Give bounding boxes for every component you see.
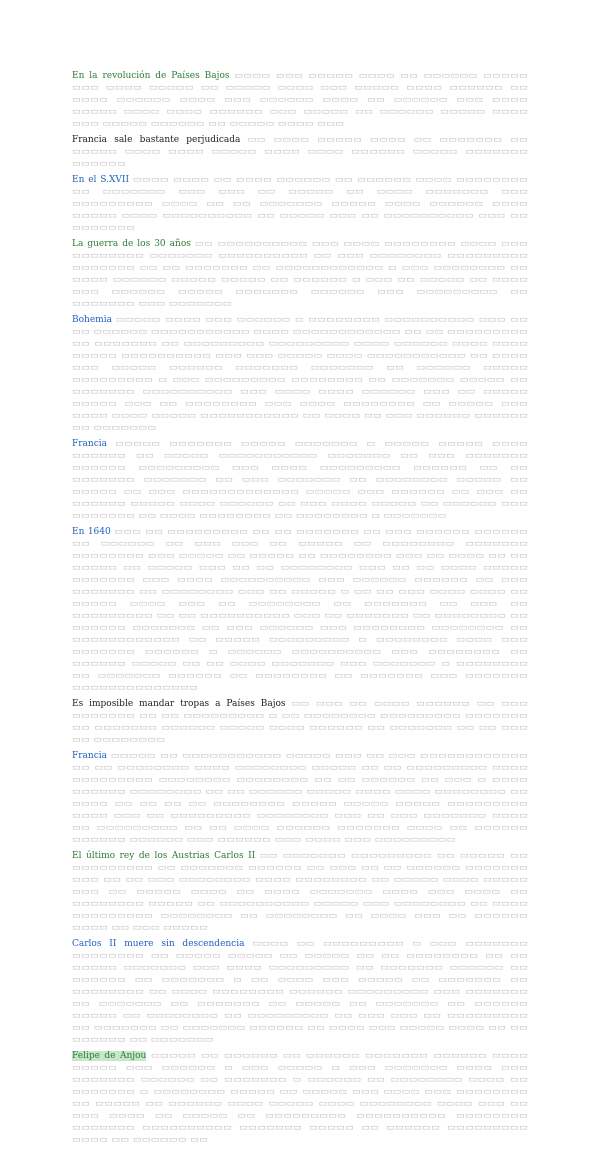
paragraph-lead: Francia xyxy=(72,439,107,449)
paragraph-lead: El último rey de los Austrias Carlos II xyxy=(72,851,256,861)
paragraph-tropas-paises-bajos: Es imposible mandar tropas a Países Bajos ▭▭ ▭▭▭ ▭▭ ▭▭▭▭ ▭▭▭▭▭▭ ▭▭ ▭▭▭ ▭▭▭▭▭▭▭ ▭▭ ▭▭ ▭▭▭▭▭▭▭▭▭ ▭ ▭▭ ▭▭▭▭▭▭▭▭ ▭▭▭▭▭▭▭▭▭ ▭▭▭▭▭▭▭ ▭▭ ▭▭▭▭▭▭▭ ▭▭▭▭▭▭ ▭▭▭▭▭ ▭▭▭▭ ▭▭▭▭▭▭ ▭▭ ▭▭▭▭▭▭▭ ▭▭ ▭▭ ▭▭▭ ▭▭ ▭▭▭▭▭▭▭▭ xyxy=(72,699,528,745)
paragraph-francia-entra: Francia ▭▭▭▭▭ ▭▭▭▭▭▭▭ ▭▭▭▭▭ ▭▭▭▭▭▭▭ ▭ ▭▭▭▭▭ ▭▭▭▭▭ ▭▭▭▭ ▭▭▭▭▭▭ ▭▭ ▭▭▭▭▭ ▭▭▭▭▭▭▭▭▭▭▭ ▭▭▭▭▭▭▭ ▭▭ ▭▭▭ ▭▭▭▭▭▭▭ ▭▭▭▭▭▭ ▭▭▭▭▭▭▭▭▭ ▭▭▭ ▭▭▭▭ ▭▭▭▭▭▭▭▭▭ ▭▭▭▭▭▭ ▭▭ ▭▭ ▭▭▭▭▭▭▭ ▭▭▭▭▭▭▭ ▭▭ ▭▭▭ ▭▭▭▭▭▭▭ ▭▭ ▭▭▭▭▭▭▭▭ ▭▭▭▭▭ ▭▭ ▭▭▭▭▭ ▭▭ ▭▭▭ ▭▭▭▭▭▭▭▭▭▭▭▭▭ ▭▭▭▭▭ ▭▭▭ ▭▭▭▭▭▭ ▭▭ ▭▭▭ ▭▭ ▭▭▭▭▭▭ ▭▭▭▭▭ ▭▭▭▭ ▭▭▭▭▭▭ ▭▭ ▭▭▭ ▭▭▭▭ ▭▭▭▭▭ ▭▭ ▭▭▭▭▭▭ ▭▭▭ ▭▭▭▭▭▭▭ ▭▭ ▭▭▭▭ ▭▭▭▭▭▭▭▭ ▭▭ ▭▭▭▭▭▭▭▭ ▭ ▭▭▭▭▭▭▭ xyxy=(72,439,528,521)
paragraph-paises-bajos: En la revolución de Países Bajos ▭▭▭▭ ▭▭▭ ▭▭▭▭▭ ▭▭▭▭ ▭▭ ▭▭▭▭▭▭ ▭▭▭▭▭ ▭▭▭ ▭▭▭▭ ▭▭▭▭▭ ▭▭ ▭▭▭▭▭ ▭▭▭▭ ▭▭▭ ▭▭▭▭▭ ▭▭▭▭ ▭▭▭▭▭▭ ▭▭ ▭▭▭▭ ▭▭▭▭▭▭ ▭▭▭▭ ▭▭▭ ▭▭▭▭▭▭ ▭▭▭▭ ▭▭ ▭▭▭▭▭▭ ▭▭▭ ▭▭▭▭ ▭▭▭▭▭ ▭▭▭▭ ▭▭▭▭ ▭▭▭▭▭▭ ▭▭▭ ▭▭▭▭▭ ▭▭ ▭▭▭▭▭▭ ▭▭▭▭▭ ▭▭▭▭ ▭▭▭ ▭▭▭▭▭ ▭▭▭▭▭▭ ▭▭ ▭▭▭▭▭ ▭▭▭▭ ▭▭▭ xyxy=(72,71,528,129)
paragraph-siglo-xvii: En el S.XVII ▭▭▭▭ ▭▭▭▭ ▭▭ ▭▭▭▭ ▭▭▭▭▭▭ ▭▭ ▭▭▭▭▭▭ ▭▭▭▭ ▭▭▭▭▭▭▭▭ ▭▭ ▭▭▭▭▭▭▭ ▭▭▭ ▭▭▭ ▭▭ ▭▭▭▭▭ ▭▭ ▭▭▭▭ ▭▭▭▭▭▭▭ ▭▭▭ ▭▭▭▭▭▭▭▭▭ ▭▭▭▭ ▭▭ ▭▭ ▭▭▭▭▭▭▭ ▭▭▭▭▭ ▭▭▭▭ ▭▭▭▭▭▭ ▭▭▭▭ ▭▭▭▭▭ ▭▭▭▭ ▭▭▭▭▭▭▭▭▭▭ ▭▭ ▭▭▭▭▭ ▭▭▭ ▭▭ ▭▭▭▭▭▭▭▭▭▭ ▭▭▭ ▭▭ ▭▭▭▭▭▭▭ xyxy=(72,175,528,233)
paragraph-lead: Felipe de Anjou xyxy=(72,1051,147,1061)
paragraph-lead: En 1640 xyxy=(72,527,111,537)
paragraph-lead: Bohemia xyxy=(72,315,112,325)
paragraph-lead: En el S.XVII xyxy=(72,175,130,185)
paragraph-francia-protagonismo: Francia ▭▭▭▭▭ ▭▭ ▭▭▭▭▭▭▭▭▭▭▭ ▭▭▭▭▭ ▭▭▭ ▭▭ ▭▭▭ ▭▭▭▭▭▭▭▭▭▭▭▭ ▭▭ ▭▭ ▭▭▭▭▭▭▭▭ ▭▭▭▭ ▭▭▭▭▭▭▭▭ ▭▭▭▭▭ ▭▭ ▭▭ ▭▭▭▭▭▭▭▭▭ ▭▭▭▭ ▭▭▭▭▭▭▭▭▭ ▭▭▭▭▭▭▭▭ ▭▭▭▭▭▭▭▭ ▭▭ ▭▭ ▭▭▭▭▭▭ ▭▭ ▭▭▭ ▭ ▭▭▭▭ ▭▭▭▭▭▭ ▭▭▭▭▭▭▭▭ ▭▭ ▭▭ ▭▭▭▭▭▭ ▭▭▭▭▭ ▭▭▭▭ ▭▭▭▭ ▭▭▭▭▭▭▭▭ ▭▭ ▭▭▭▭ ▭▭ ▭▭ ▭▭ ▭▭ ▭▭▭▭▭▭▭▭ ▭▭▭▭▭ ▭▭▭▭▭ ▭▭▭▭▭ ▭▭▭▭▭▭▭▭▭ ▭▭▭▭ ▭▭▭ ▭▭ ▭▭▭▭▭▭▭▭▭ ▭▭▭▭▭▭▭▭ ▭▭▭ ▭▭ ▭▭▭ ▭▭▭▭▭▭▭ ▭▭▭▭ ▭▭ ▭▭▭▭▭▭▭▭▭ ▭▭ ▭▭ ▭▭▭▭ ▭▭▭▭▭▭ ▭▭▭▭▭▭▭ ▭▭▭▭ ▭▭ ▭▭▭▭▭▭ ▭▭▭▭▭▭ ▭▭▭▭▭▭ ▭▭▭ ▭▭▭▭▭▭ ▭▭▭ ▭▭▭▭ ▭▭▭ ▭▭▭▭▭▭▭▭▭ xyxy=(72,751,528,845)
paragraph-bohemia: Bohemia ▭▭▭▭▭ ▭▭▭▭ ▭▭▭ ▭▭▭▭▭▭ ▭ ▭▭▭▭▭▭▭▭ ▭▭▭▭▭▭▭▭▭▭ ▭▭▭ ▭▭ ▭▭ ▭▭▭▭▭▭ ▭▭▭▭▭▭▭▭▭▭▭ ▭▭▭▭ ▭▭▭▭▭▭▭▭▭▭▭▭ ▭▭ ▭▭ ▭▭▭▭▭▭▭▭▭ ▭▭ ▭▭▭▭▭▭▭ ▭▭ ▭▭▭▭▭▭▭▭▭ ▭▭▭▭▭▭▭▭▭ ▭▭▭▭ ▭▭▭▭▭▭ ▭▭▭▭ ▭▭▭▭ ▭▭▭▭▭ ▭▭▭▭▭▭▭▭▭▭ ▭▭▭ ▭▭▭ ▭▭▭▭▭ ▭▭▭▭ ▭▭▭▭▭▭▭▭▭▭▭ ▭▭ ▭▭▭▭ ▭▭▭ ▭▭▭▭▭ ▭▭▭▭▭▭ ▭▭▭▭▭▭▭ ▭▭▭▭▭▭▭ ▭▭ ▭▭▭▭▭▭ ▭▭▭▭▭ ▭▭▭▭▭▭▭▭▭ ▭ ▭▭▭ ▭▭▭▭▭▭▭▭▭ ▭▭▭▭▭▭▭▭ ▭▭ ▭▭▭▭▭▭▭ ▭▭▭▭▭ ▭▭ ▭▭▭▭▭▭▭ ▭▭▭▭▭▭▭▭▭▭ ▭▭▭ ▭▭▭▭ ▭▭▭▭ ▭▭▭▭▭▭ ▭▭▭ ▭▭ ▭▭▭▭▭ ▭▭▭▭▭ ▭▭▭ ▭▭ ▭▭▭▭▭▭▭▭ ▭▭▭ ▭▭▭▭ ▭▭▭▭▭▭▭▭ ▭▭ ▭▭▭▭▭ ▭▭▭ ▭▭▭▭ ▭▭▭▭ ▭▭▭▭▭ ▭▭▭▭▭▭▭▭▭▭▭ ▭▭ ▭▭▭▭ ▭▭ ▭▭▭ ▭▭▭▭▭▭ ▭▭▭▭▭▭ ▭▭ ▭▭▭▭▭▭▭ xyxy=(72,315,528,433)
paragraph-lead: La guerra de los 30 años xyxy=(72,239,191,249)
paragraph-guerra-30-anos: La guerra de los 30 años ▭▭ ▭▭▭▭▭▭▭▭▭▭ ▭▭▭ ▭▭▭▭ ▭▭▭▭▭▭▭▭ ▭▭▭▭ ▭▭▭ ▭▭▭▭▭▭▭▭ ▭▭▭▭▭▭▭ ▭▭▭▭▭▭▭▭▭▭ ▭▭ ▭▭▭ ▭▭▭▭▭▭▭▭ ▭▭▭▭▭▭▭▭▭ ▭▭▭▭▭▭▭ ▭▭ ▭▭ ▭▭▭▭▭▭▭ ▭▭ ▭▭▭▭▭▭▭▭▭▭▭▭ ▭ ▭▭▭ ▭▭▭▭▭▭▭▭ ▭▭ ▭▭▭▭ ▭▭▭▭▭▭ ▭▭▭▭▭ ▭▭▭▭▭ ▭▭ ▭▭▭▭▭▭ ▭ ▭▭▭ ▭▭ ▭▭▭▭▭ ▭▭ ▭▭▭▭ ▭▭▭ ▭▭▭▭▭▭ ▭▭▭▭▭ ▭▭▭▭▭▭▭ ▭▭▭▭▭▭ ▭▭▭ ▭▭▭▭▭▭▭▭▭ ▭▭ ▭▭▭▭▭▭▭ ▭▭▭ ▭▭▭▭▭▭▭ xyxy=(72,239,528,309)
paragraph-carlos-ii: El último rey de los Austrias Carlos II ▭▭ ▭▭▭▭▭▭▭ ▭▭▭▭▭▭▭▭▭ ▭▭ ▭▭▭▭▭ ▭▭ ▭▭▭▭▭▭▭▭▭ ▭▭ ▭▭▭▭▭▭▭ ▭▭▭▭▭▭ ▭▭ ▭▭▭ ▭▭ ▭▭ ▭▭▭▭▭▭ ▭▭▭▭▭▭▭ ▭▭▭ ▭▭ ▭▭ ▭▭▭ ▭▭▭▭▭▭▭▭ ▭▭▭▭ ▭▭▭▭▭▭▭▭ ▭▭ ▭▭▭▭▭ ▭▭▭▭ ▭▭▭▭▭ ▭▭▭ ▭▭ ▭▭▭▭▭ ▭▭▭▭ ▭▭ ▭▭▭▭ ▭▭▭▭▭▭▭ ▭▭▭▭ ▭▭▭ ▭▭▭▭ ▭▭ ▭▭▭▭▭▭▭▭ ▭▭▭▭▭ ▭▭ ▭▭▭▭▭▭▭▭▭▭ ▭▭▭▭▭ ▭▭▭ ▭▭▭▭▭▭▭▭ ▭▭ ▭▭▭▭ ▭▭▭▭▭▭▭▭▭ ▭▭▭▭▭▭▭▭ ▭▭ ▭▭▭▭▭▭▭▭ ▭▭ ▭▭▭▭ ▭▭▭ ▭▭ ▭▭▭▭▭▭ ▭▭▭▭ ▭▭ ▭▭▭ ▭▭▭▭▭ xyxy=(72,851,528,933)
paragraph-felipe-de-anjou: Felipe de Anjou ▭▭▭▭▭ ▭▭ ▭▭▭▭▭▭ ▭▭ ▭▭▭▭▭▭ ▭▭▭▭▭▭▭ ▭▭▭▭▭▭ ▭▭▭▭ ▭▭▭▭▭ ▭▭▭ ▭▭▭▭▭▭ ▭ ▭▭▭ ▭▭▭▭▭ ▭ ▭▭▭ ▭▭▭▭▭▭▭ ▭▭▭▭ ▭▭▭ ▭▭▭▭▭▭▭ ▭▭▭▭▭▭ ▭▭ ▭▭▭▭▭▭▭ ▭ ▭▭▭▭▭▭ ▭▭ ▭▭▭▭▭▭▭▭ ▭▭▭▭ ▭▭ ▭▭▭▭▭▭▭ ▭ ▭▭▭▭▭▭▭▭ ▭▭▭▭▭ ▭▭ ▭▭▭▭▭ ▭▭▭ ▭▭▭▭ ▭▭▭ ▭▭▭▭▭▭▭▭ ▭▭ ▭▭▭▭▭ ▭▭ ▭▭▭▭▭▭ ▭▭▭▭ ▭▭▭▭▭ ▭▭▭▭ ▭▭▭▭▭▭▭▭ ▭▭▭▭ ▭▭▭ ▭▭ ▭▭▭ ▭▭▭▭ ▭▭ ▭▭▭▭▭ ▭▭ ▭▭▭▭▭▭▭▭▭ ▭▭▭▭▭▭▭▭▭▭ ▭▭▭▭▭▭▭▭ ▭▭▭▭▭▭▭ ▭▭▭▭▭▭▭▭▭▭ ▭▭▭▭▭▭▭ ▭▭▭▭▭ ▭▭ ▭▭▭▭▭▭ ▭▭▭▭▭▭▭▭▭ ▭▭▭▭ ▭▭ ▭▭▭▭▭▭ ▭▭ xyxy=(72,1051,528,1145)
paragraph-lead: Es imposible mandar tropas a Países Bajos xyxy=(72,699,286,709)
paragraph-lead: Carlos II muere sin descendencia xyxy=(72,939,245,949)
paragraph-francia-perjudicada: Francia sale bastante perjudicada ▭▭ ▭▭▭▭ ▭▭▭▭▭ ▭▭▭▭ ▭▭ ▭▭▭▭▭▭▭ ▭▭ ▭▭▭▭▭ ▭▭▭▭ ▭▭▭▭ ▭▭▭▭▭ ▭▭▭▭ ▭▭▭▭ ▭▭▭▭▭▭ ▭▭▭▭▭ ▭▭▭▭▭▭▭ ▭▭▭▭▭▭ xyxy=(72,135,528,169)
paragraph-lead: En la revolución de Países Bajos xyxy=(72,71,230,81)
paragraph-1640: En 1640 ▭▭▭ ▭▭ ▭▭▭▭▭▭▭▭▭ ▭▭ ▭▭ ▭▭▭▭▭▭▭ ▭▭ ▭▭▭ ▭▭▭▭▭▭ ▭▭▭▭▭▭ ▭▭ ▭▭▭▭▭▭ ▭▭ ▭▭▭ ▭▭▭ ▭▭ ▭▭▭▭▭ ▭▭ ▭▭▭▭▭▭▭▭ ▭▭▭▭▭▭▭ ▭▭▭▭▭▭▭▭ ▭▭▭ ▭▭▭▭▭ ▭▭ ▭▭▭▭▭ ▭▭ ▭▭▭▭▭▭▭▭ ▭▭▭ ▭▭ ▭▭▭▭ ▭▭ ▭▭ ▭▭▭▭▭ ▭▭ ▭▭▭▭▭ ▭▭▭ ▭▭ ▭▭ ▭▭▭▭▭▭▭▭ ▭▭▭ ▭▭ ▭▭ ▭▭▭▭ ▭▭▭▭▭ ▭▭▭▭▭▭▭ ▭▭▭ ▭▭▭▭ ▭▭▭▭▭▭▭▭▭▭ ▭▭▭ ▭▭▭▭▭▭ ▭▭▭▭▭▭ ▭▭ ▭▭▭ ▭▭▭▭▭▭▭ ▭▭ ▭▭▭▭▭▭▭▭ ▭▭▭ ▭▭ ▭▭▭▭▭ ▭ ▭▭ ▭▭ ▭▭▭ ▭▭▭▭ ▭▭▭▭ ▭▭ ▭▭▭▭▭ ▭▭▭▭ ▭▭▭ ▭▭ ▭▭▭▭▭▭▭▭ ▭▭ ▭▭▭▭▭▭▭ ▭▭ ▭▭▭ ▭▭ ▭▭▭▭▭▭▭▭▭ ▭▭ ▭▭ ▭▭▭▭▭▭▭▭▭▭ ▭▭▭ ▭▭ ▭▭▭▭▭▭▭ ▭▭ ▭▭▭▭▭▭▭▭ ▭▭ ▭▭▭▭▭▭ ▭▭▭▭▭▭▭ ▭▭ ▭▭▭ ▭▭▭▭▭▭ ▭▭▭ ▭▭▭▭▭▭▭▭ ▭▭▭▭▭▭▭▭ ▭▭ ▭▭▭▭▭▭▭▭▭▭▭▭ ▭▭ ▭▭▭▭▭ ▭▭▭▭▭▭▭▭▭ ▭ ▭▭▭▭▭▭▭▭ ▭▭▭▭ ▭▭▭ ▭▭▭▭▭▭▭ ▭▭▭▭▭▭ ▭ ▭▭▭▭▭▭ ▭▭▭▭▭▭▭▭▭▭ ▭▭▭ ▭▭▭▭▭▭▭▭ ▭▭ ▭▭▭▭▭▭ ▭▭▭▭▭ ▭▭ ▭▭ ▭▭▭▭ ▭▭▭▭▭▭▭ ▭▭▭ ▭▭▭▭▭▭▭ ▭ ▭▭▭▭▭▭▭▭ ▭▭ ▭▭▭▭▭▭▭ ▭▭▭▭▭▭ ▭▭ ▭▭▭▭▭▭▭▭ ▭▭ ▭▭▭▭▭▭▭ ▭▭▭ ▭▭▭▭▭▭▭ ▭▭▭▭▭▭▭▭▭▭▭▭▭▭ xyxy=(72,527,528,693)
document-page xyxy=(72,70,528,1150)
paragraph-lead: Francia sale bastante perjudicada xyxy=(72,135,241,145)
paragraph-lead: Francia xyxy=(72,751,107,761)
paragraph-carlos-ii-muere: Carlos II muere sin descendencia ▭▭▭▭ ▭▭ ▭▭▭▭▭▭▭▭▭ ▭ ▭▭▭ ▭▭▭▭▭▭▭ ▭▭▭▭▭▭▭▭ ▭▭ ▭▭▭▭▭ ▭▭▭▭▭ ▭▭ ▭▭▭▭▭ ▭▭ ▭▭ ▭▭▭▭▭▭▭▭ ▭▭ ▭▭ ▭▭▭▭▭ ▭▭▭▭▭▭▭ ▭▭▭ ▭▭▭▭ ▭▭▭▭▭▭▭▭▭ ▭▭ ▭▭▭▭▭▭▭ ▭▭▭▭▭▭ ▭▭ ▭▭▭▭▭▭ ▭▭ ▭▭▭▭▭▭▭ ▭ ▭▭ ▭▭▭▭ ▭▭▭ ▭▭▭▭▭ ▭▭ ▭▭▭▭▭▭▭ ▭▭ ▭▭▭▭▭▭▭▭ ▭▭ ▭▭▭▭ ▭▭▭▭▭▭▭▭ ▭▭▭▭▭▭ ▭▭▭▭▭▭▭▭▭ ▭▭▭ ▭▭▭▭▭▭▭ ▭▭ ▭▭▭▭▭▭▭ ▭▭ ▭▭▭▭▭▭▭ ▭▭ ▭▭▭▭▭ ▭▭ ▭▭▭▭▭▭▭ ▭▭ ▭▭▭▭▭▭ ▭▭▭▭▭ ▭▭ ▭▭▭▭▭▭▭▭ ▭▭ ▭▭▭▭▭▭▭▭▭ ▭▭ ▭▭▭ ▭▭▭ ▭▭ ▭▭▭▭▭▭▭▭▭ ▭▭ ▭▭▭▭▭▭▭ ▭▭ ▭▭▭▭▭▭▭ ▭▭▭▭▭▭ ▭▭ ▭▭▭▭ ▭▭▭ ▭▭▭▭▭ ▭▭▭▭ ▭▭ ▭▭ ▭▭▭▭▭▭ ▭▭ ▭▭▭▭▭▭▭ xyxy=(72,939,528,1045)
